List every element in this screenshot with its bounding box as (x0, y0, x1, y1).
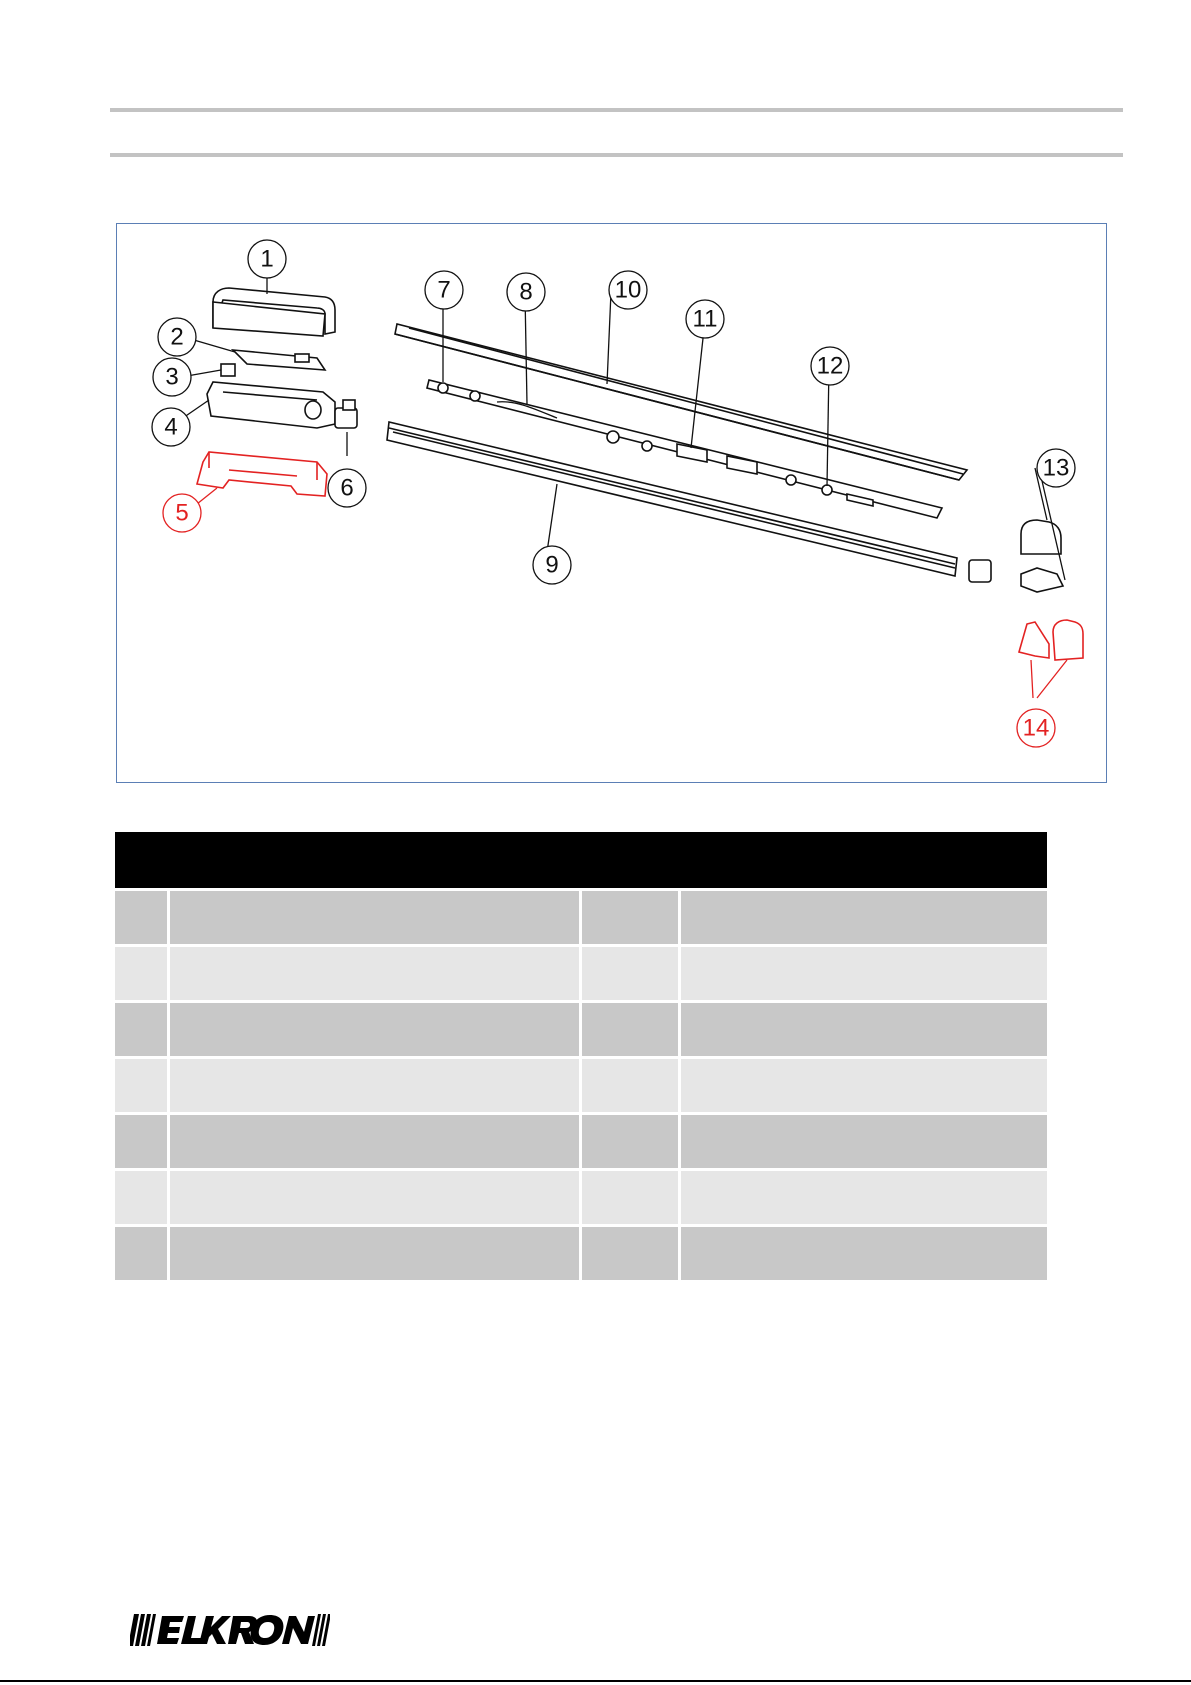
table-row (115, 1003, 1047, 1059)
exploded-view-diagram (116, 223, 1107, 783)
callout-10: 10 (614, 276, 642, 304)
elkron-logo (130, 1610, 330, 1650)
part-14-cap (1053, 620, 1083, 660)
callout-13: 13 (1042, 454, 1070, 482)
leader-3 (187, 370, 221, 376)
table-row (115, 1171, 1047, 1227)
table-cell (115, 947, 170, 1003)
part-6-connector-top (343, 400, 355, 410)
table-row (115, 891, 1047, 947)
header-rule-bottom (110, 153, 1123, 157)
table-cell (115, 1115, 170, 1171)
table-cell (115, 1003, 170, 1059)
part-sensor-3 (607, 431, 619, 443)
exploded-view-svg (117, 224, 1108, 784)
table-cell (170, 1227, 582, 1283)
table-cell (681, 1003, 1047, 1059)
table-row (115, 1059, 1047, 1115)
elkron-logo-stripes-right (312, 1614, 330, 1646)
table-row (115, 947, 1047, 1003)
table-cell (115, 1059, 170, 1115)
callout-3: 3 (165, 363, 179, 391)
table-cell (170, 1003, 582, 1059)
part-end-connector (969, 560, 991, 582)
callout-6: 6 (340, 474, 354, 502)
table-row (115, 1115, 1047, 1171)
elkron-logo-wordmark (157, 1615, 315, 1645)
leader-9 (547, 484, 557, 552)
table-row (115, 1227, 1047, 1283)
callout-4: 4 (164, 413, 178, 441)
parts-table-header-row (115, 832, 1047, 891)
table-cell (170, 891, 582, 947)
part-14-holder (1019, 622, 1049, 658)
table-cell (681, 1115, 1047, 1171)
part-6-connector (335, 408, 357, 428)
table-cell (582, 1115, 681, 1171)
table-cell (681, 1227, 1047, 1283)
table-cell (170, 1115, 582, 1171)
table-cell (582, 1227, 681, 1283)
callout-11: 11 (692, 305, 718, 333)
parts-table (115, 832, 1047, 1283)
table-cell (582, 1003, 681, 1059)
header-rule-top (110, 108, 1123, 112)
table-cell (170, 1171, 582, 1227)
part-sensor-5 (786, 475, 796, 485)
leader-11 (691, 320, 705, 448)
part-7-sensor-2 (470, 391, 480, 401)
table-cell (115, 891, 170, 947)
callout-12: 12 (816, 352, 844, 380)
table-cell (582, 1171, 681, 1227)
part-sensor-4 (642, 441, 652, 451)
table-cell (681, 947, 1047, 1003)
callout-5: 5 (175, 499, 189, 527)
leader-14 (1031, 660, 1067, 698)
parts-table-header (115, 832, 1047, 891)
callout-1: 1 (260, 245, 274, 273)
table-cell (681, 1171, 1047, 1227)
callout-8: 8 (519, 278, 533, 306)
table-cell (170, 1059, 582, 1115)
leader-5 (197, 488, 217, 504)
table-cell (582, 891, 681, 947)
table-cell (582, 947, 681, 1003)
footer-rule (0, 1680, 1191, 1682)
callout-9: 9 (545, 551, 559, 579)
callout-7: 7 (437, 276, 451, 304)
table-cell (681, 1059, 1047, 1115)
part-2-board (233, 350, 325, 370)
elkron-logo-stripes-left (130, 1614, 156, 1646)
part-2-component (295, 354, 309, 362)
part-sensor-6 (822, 485, 832, 495)
table-cell (681, 891, 1047, 947)
part-3-component (221, 364, 235, 376)
table-cell (582, 1059, 681, 1115)
table-cell (115, 1227, 170, 1283)
part-13-holder (1021, 568, 1063, 592)
part-5-bracket (197, 452, 327, 496)
table-cell (170, 947, 582, 1003)
leader-10 (607, 292, 611, 384)
callout-2: 2 (170, 323, 184, 351)
callout-14: 14 (1022, 714, 1050, 742)
table-cell (115, 1171, 170, 1227)
part-4-lens (305, 401, 321, 419)
part-7-sensor-1 (438, 383, 448, 393)
